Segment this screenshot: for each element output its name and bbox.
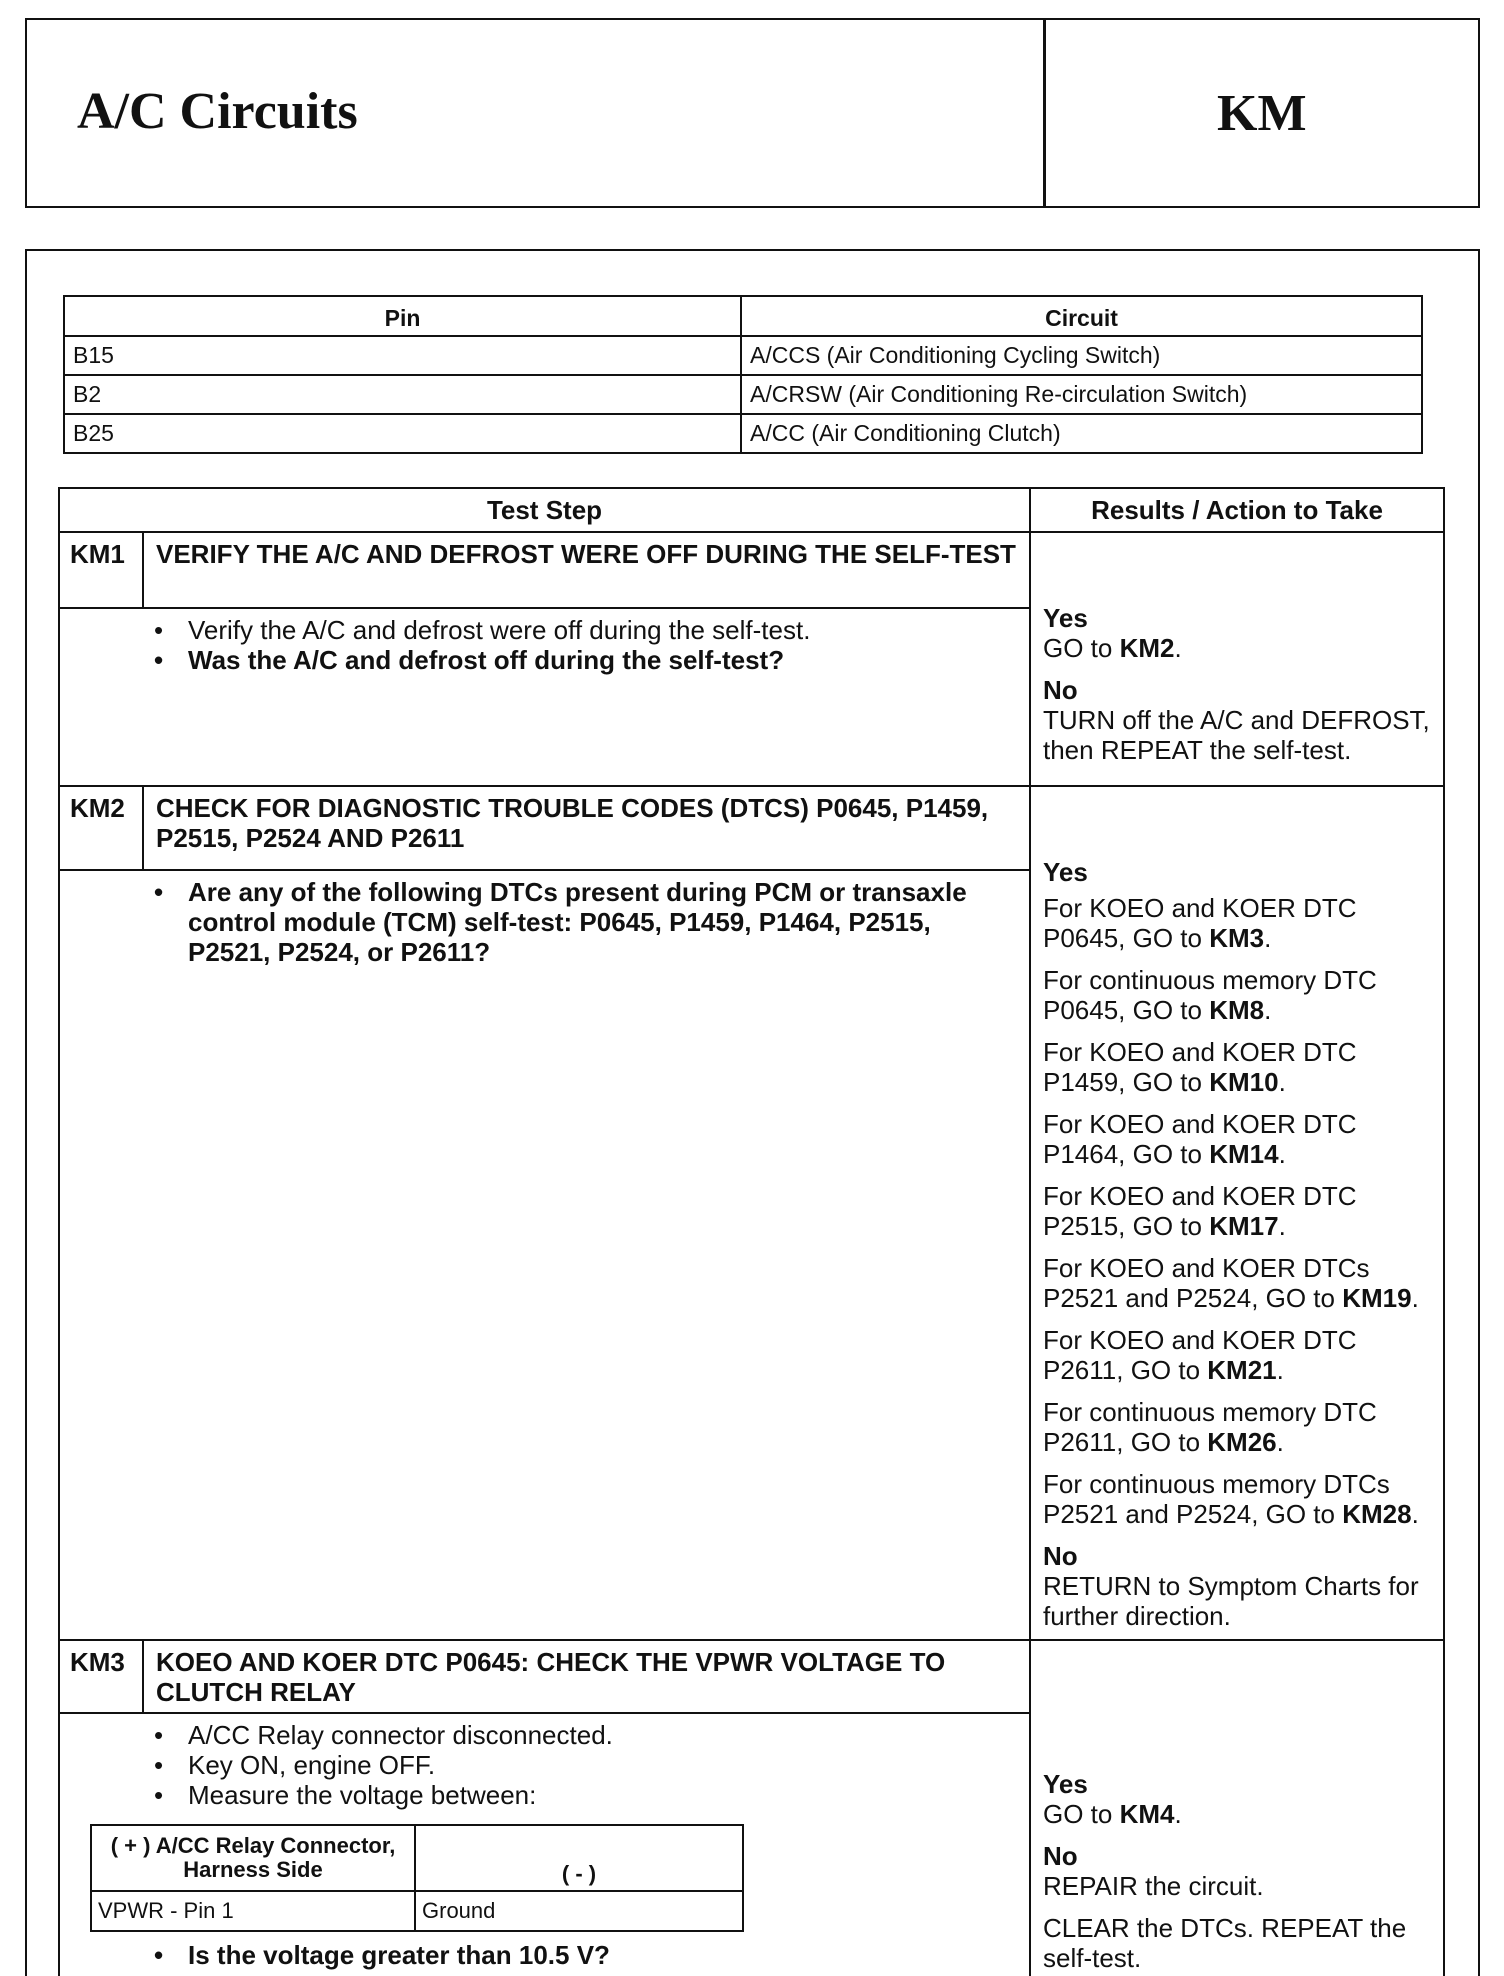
list-item: • Was the A/C and defrost off during the self-test?	[150, 645, 1017, 675]
step-title: CHECK FOR DIAGNOSTIC TROUBLE CODES (DTCS) P0645, P1459, P2515, P2524 AND P2611	[143, 786, 1030, 870]
list-item: • Is the voltage greater than 10.5 V?	[150, 1940, 1017, 1970]
yes-label: Yes	[1043, 603, 1088, 633]
no-label: No	[1043, 675, 1078, 705]
list-item: • Are any of the following DTCs present during PCM or transaxle control module (TCM) self-test: P0645, P1459, P1464, P2515, P2521, P2524, or P2611?	[150, 877, 1017, 967]
result-yes: Yes GO to KM4.	[1043, 1769, 1431, 1829]
result-text: CLEAR the DTCs. REPEAT the self-test.	[1043, 1913, 1407, 1973]
goto-target: KM28	[1342, 1499, 1412, 1529]
column-header-test-step: Test Step	[59, 488, 1030, 532]
result-item: For KOEO and KOER DTC P0645, GO to KM3.	[1043, 893, 1357, 953]
result-item: For KOEO and KOER DTC P1459, GO to KM10.	[1043, 1037, 1357, 1097]
pin-circuit-table	[63, 295, 1423, 454]
no-label: No	[1043, 1541, 1078, 1571]
result-text: REPAIR the circuit.	[1043, 1871, 1264, 1901]
table-header-row	[91, 1825, 743, 1891]
page-header	[25, 18, 1480, 208]
result-text: For KOEO and KOER DTC P2515, GO to	[1043, 1181, 1357, 1241]
section-code: KM	[1217, 85, 1307, 142]
table-row	[91, 1891, 743, 1931]
result-text: For KOEO and KOER DTC P1459, GO to	[1043, 1037, 1357, 1097]
goto-target: KM3	[1209, 923, 1265, 953]
step-body	[59, 608, 1030, 786]
result-item: For KOEO and KOER DTC P1464, GO to KM14.	[1043, 1109, 1357, 1169]
list-item: • Key ON, engine OFF.	[150, 1750, 1017, 1780]
no-label: No	[1043, 1841, 1078, 1871]
result-text: For KOEO and KOER DTC P2611, GO to	[1043, 1325, 1357, 1385]
step-km1-results	[1030, 532, 1444, 786]
step-id: KM3	[59, 1640, 143, 1713]
circuit-cell: A/CC (Air Conditioning Clutch)	[741, 414, 1422, 453]
goto-target: KM14	[1209, 1139, 1279, 1169]
pin-cell: B25	[64, 414, 741, 453]
column-header-pin: Pin	[64, 296, 741, 336]
step-km3-results	[1030, 1640, 1444, 1976]
pin-cell: B2	[64, 375, 741, 414]
yes-label: Yes	[1043, 857, 1088, 887]
step-km2-results	[1030, 786, 1444, 1640]
measurement-table	[90, 1824, 744, 1932]
column-header-positive: ( + ) A/CC Relay Connector, Harness Side	[91, 1825, 415, 1891]
result-yes-label-block	[1043, 857, 1431, 887]
table-header-row	[64, 296, 1422, 336]
yes-label: Yes	[1043, 1769, 1088, 1799]
column-header-results: Results / Action to Take	[1030, 488, 1444, 532]
goto-target: KM10	[1209, 1067, 1279, 1097]
test-step-table	[58, 487, 1445, 1976]
circuit-cell: A/CCS (Air Conditioning Cycling Switch)	[741, 336, 1422, 375]
result-item: For continuous memory DTC P0645, GO to KM8.	[1043, 965, 1377, 1025]
goto-target: KM21	[1207, 1355, 1277, 1385]
column-header-circuit: Circuit	[741, 296, 1422, 336]
measure-cell: VPWR - Pin 1	[91, 1891, 415, 1931]
result-item: For KOEO and KOER DTCs P2521 and P2524, GO to KM19.	[1043, 1253, 1419, 1313]
result-text: For continuous memory DTC P0645, GO to	[1043, 965, 1377, 1025]
result-no	[1043, 1841, 1431, 1901]
result-yes: Yes GO to KM2.	[1043, 603, 1431, 663]
step-title: VERIFY THE A/C AND DEFROST WERE OFF DURING THE SELF-TEST	[143, 532, 1030, 608]
step-km2-title-row	[59, 786, 1444, 870]
result-no	[1043, 675, 1431, 765]
goto-target: KM17	[1209, 1211, 1279, 1241]
step-id: KM2	[59, 786, 143, 870]
step-body	[59, 1713, 1030, 1976]
result-text: RETURN to Symptom Charts for further direction.	[1043, 1571, 1419, 1631]
circuit-cell: A/CRSW (Air Conditioning Re-circulation Switch)	[741, 375, 1422, 414]
table-header-row	[59, 488, 1444, 532]
page-title: A/C Circuits	[77, 83, 358, 140]
result-text: GO to	[1043, 1799, 1120, 1829]
result-item: For KOEO and KOER DTC P2515, GO to KM17.	[1043, 1181, 1357, 1241]
step-id: KM1	[59, 532, 143, 608]
goto-target: KM2	[1119, 633, 1175, 663]
header-divider	[1043, 20, 1046, 206]
step-title: KOEO AND KOER DTC P0645: CHECK THE VPWR VOLTAGE TO CLUTCH RELAY	[143, 1640, 1030, 1713]
table-row	[64, 414, 1422, 453]
list-item: • A/CC Relay connector disconnected.	[150, 1720, 1017, 1750]
table-row	[64, 336, 1422, 375]
goto-target: KM26	[1207, 1427, 1277, 1457]
result-text: For continuous memory DTCs P2521 and P2524, GO to	[1043, 1469, 1390, 1529]
result-text: GO to	[1043, 633, 1120, 663]
step-km1-title-row	[59, 532, 1444, 608]
result-text: TURN off the A/C and DEFROST, then REPEAT the self-test.	[1043, 705, 1430, 765]
result-text: For KOEO and KOER DTC P0645, GO to	[1043, 893, 1357, 953]
measure-cell: Ground	[415, 1891, 743, 1931]
result-no-extra	[1043, 1913, 1431, 1973]
goto-target: KM8	[1209, 995, 1265, 1025]
list-item: • Verify the A/C and defrost were off during the self-test.	[150, 615, 1017, 645]
list-item: • Measure the voltage between:	[150, 1780, 1017, 1810]
pin-cell: B15	[64, 336, 741, 375]
step-km3-title-row	[59, 1640, 1444, 1713]
table-row	[64, 375, 1422, 414]
goto-target: KM4	[1119, 1799, 1175, 1829]
result-no	[1043, 1541, 1431, 1631]
result-text: For KOEO and KOER DTCs P2521 and P2524, GO to	[1043, 1253, 1370, 1313]
result-text: For KOEO and KOER DTC P1464, GO to	[1043, 1109, 1357, 1169]
goto-target: KM19	[1342, 1283, 1412, 1313]
column-header-negative: ( - )	[415, 1825, 743, 1891]
result-item: For KOEO and KOER DTC P2611, GO to KM21.	[1043, 1325, 1357, 1385]
result-text: For continuous memory DTC P2611, GO to	[1043, 1397, 1377, 1457]
step-body	[59, 870, 1030, 1640]
result-item: For continuous memory DTC P2611, GO to KM26.	[1043, 1397, 1377, 1457]
result-item: For continuous memory DTCs P2521 and P2524, GO to KM28.	[1043, 1469, 1419, 1529]
